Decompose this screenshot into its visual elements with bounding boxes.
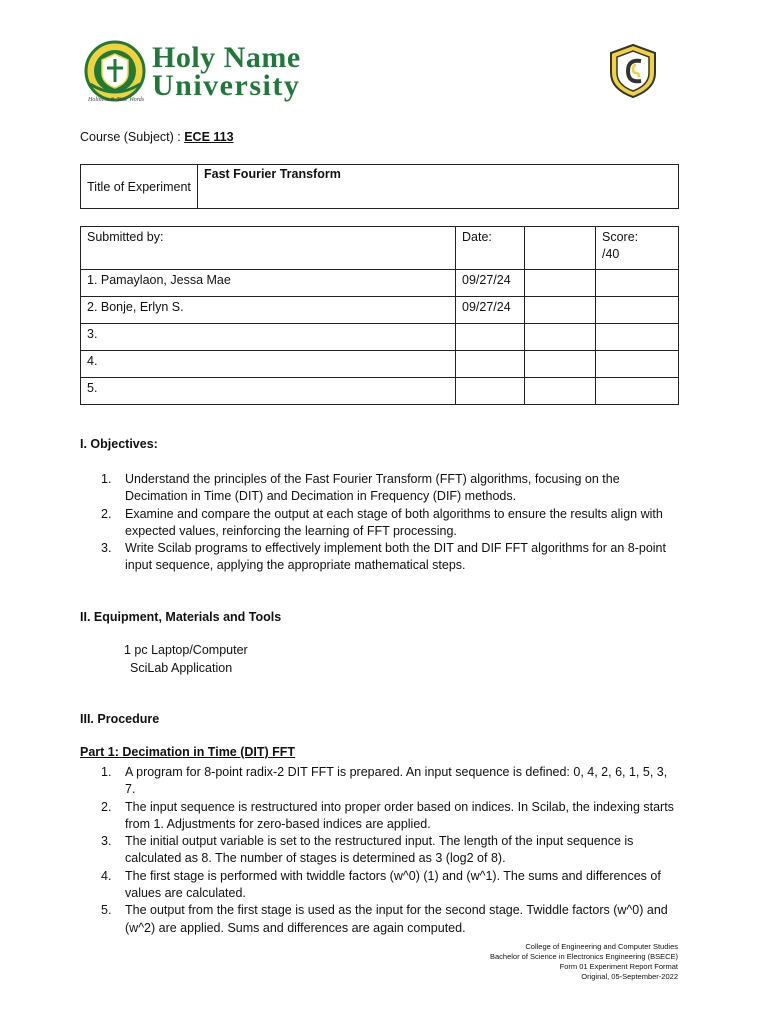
- table-row: [81, 297, 679, 324]
- equipment-item: 1 pc Laptop/Computer: [124, 643, 248, 657]
- item-number: 3.: [101, 834, 112, 849]
- empty-cell: [525, 378, 596, 405]
- university-name-line1: Holy Name: [152, 41, 301, 74]
- member-date: [456, 378, 525, 405]
- item-number: 4.: [101, 868, 112, 883]
- course-line: [80, 130, 234, 144]
- item-text: The output from the first stage is used as the input for the second stage. Twiddle factors (w^0) and (w^2) are applied. Sums and differences are again computed.: [125, 903, 668, 935]
- score-cell: [596, 227, 679, 270]
- member-name: 5.: [81, 378, 456, 405]
- empty-cell: [525, 351, 596, 378]
- member-name: 3.: [81, 324, 456, 351]
- empty-cell: [525, 227, 596, 270]
- list-item: [80, 540, 680, 575]
- course-label: Course (Subject) :: [80, 130, 181, 144]
- footer-revision: Original, 05-September-2022: [581, 972, 678, 981]
- list-item: [80, 799, 680, 834]
- item-text: A program for 8-point radix-2 DIT FFT is prepared. An input sequence is defined: 0, 4, 2, 6, 1, 5, 3, 7.: [125, 765, 668, 797]
- list-item: [80, 471, 680, 506]
- title-label: Title of Experiment: [81, 165, 198, 209]
- item-text: Write Scilab programs to effectively implement both the DIT and DIF FFT algorithms for an 8-point input sequence, applying the appropriate mathematical steps.: [125, 541, 666, 573]
- empty-cell: [525, 270, 596, 297]
- item-text: Examine and compare the output at each stage of both algorithms to ensure the results align with expected values, reinforcing the learning of FFT processing.: [125, 506, 663, 538]
- part1-heading: Part 1: Decimation in Time (DIT) FFT: [80, 745, 296, 759]
- footer-college: College of Engineering and Computer Studies: [525, 942, 678, 951]
- submission-table: [80, 226, 679, 405]
- empty-cell: [596, 378, 679, 405]
- table-row: [81, 351, 679, 378]
- university-name: [152, 41, 301, 102]
- item-number: 2.: [101, 506, 112, 521]
- table-row: [81, 270, 679, 297]
- member-date: 09/27/24: [456, 297, 525, 324]
- item-text: The first stage is performed with twiddle factors (w^0) (1) and (w^1). The sums and differences of values are calculated.: [125, 868, 661, 901]
- title-table: [80, 164, 679, 209]
- item-number: 2.: [101, 799, 112, 814]
- member-name: 1. Pamaylaon, Jessa Mae: [81, 270, 456, 297]
- list-item: [80, 868, 680, 903]
- score-total: /40: [602, 247, 620, 261]
- procedure-list: [80, 764, 680, 937]
- empty-cell: [596, 270, 679, 297]
- list-item: [80, 902, 680, 937]
- item-text: The input sequence is restructured into proper order based on indices. In Scilab, the indexing starts from 1. Adjustments for zero-based indices are applied.: [125, 799, 674, 831]
- equipment-item: SciLab Application: [130, 661, 233, 675]
- empty-cell: [596, 324, 679, 351]
- equipment-heading: II. Equipment, Materials and Tools: [80, 610, 282, 624]
- score-label: Score:: [602, 230, 639, 244]
- item-number: 1.: [101, 472, 112, 486]
- item-number: 5.: [101, 903, 112, 918]
- objectives-heading: I. Objectives:: [80, 437, 158, 451]
- list-item: [80, 764, 680, 799]
- table-row: [81, 378, 679, 405]
- footer-program: Bachelor of Science in Electronics Engineering (BSECE): [489, 952, 678, 961]
- item-number: 1.: [101, 765, 112, 779]
- empty-cell: [525, 324, 596, 351]
- university-name-line2: University: [152, 69, 301, 102]
- empty-cell: [596, 351, 679, 378]
- footer-form: Form 01 Experiment Report Format: [559, 962, 678, 971]
- university-seal-logo: [84, 40, 146, 102]
- item-text: The initial output variable is set to the restructured input. The length of the input sequence is calculated as 8. The number of stages is determined as 3 (log2 of 8).: [125, 834, 634, 866]
- empty-cell: [596, 297, 679, 324]
- member-name: 4.: [81, 351, 456, 378]
- university-motto: Holiness & True Words: [88, 97, 145, 103]
- procedure-heading: III. Procedure: [80, 712, 160, 726]
- list-item: [80, 506, 680, 541]
- page-footer: [490, 942, 678, 982]
- member-date: [456, 351, 525, 378]
- member-date: 09/27/24: [456, 270, 525, 297]
- submitted-by-label: Submitted by:: [81, 227, 456, 270]
- date-label: Date:: [456, 227, 525, 270]
- objectives-list: [80, 471, 680, 575]
- experiment-title: Fast Fourier Transform: [198, 165, 679, 209]
- course-code: ECE 113: [184, 130, 234, 144]
- table-row: [81, 324, 679, 351]
- item-text: Understand the principles of the Fast Fourier Transform (FFT) algorithms, focusing on the Decimation in Time (DIT) and Decimation in Frequency (DIF) methods.: [125, 472, 620, 504]
- list-item: [80, 833, 680, 868]
- item-number: 3.: [101, 541, 112, 556]
- empty-cell: [525, 297, 596, 324]
- member-name: 2. Bonje, Erlyn S.: [81, 297, 456, 324]
- member-date: [456, 324, 525, 351]
- college-seal-logo: [608, 43, 658, 99]
